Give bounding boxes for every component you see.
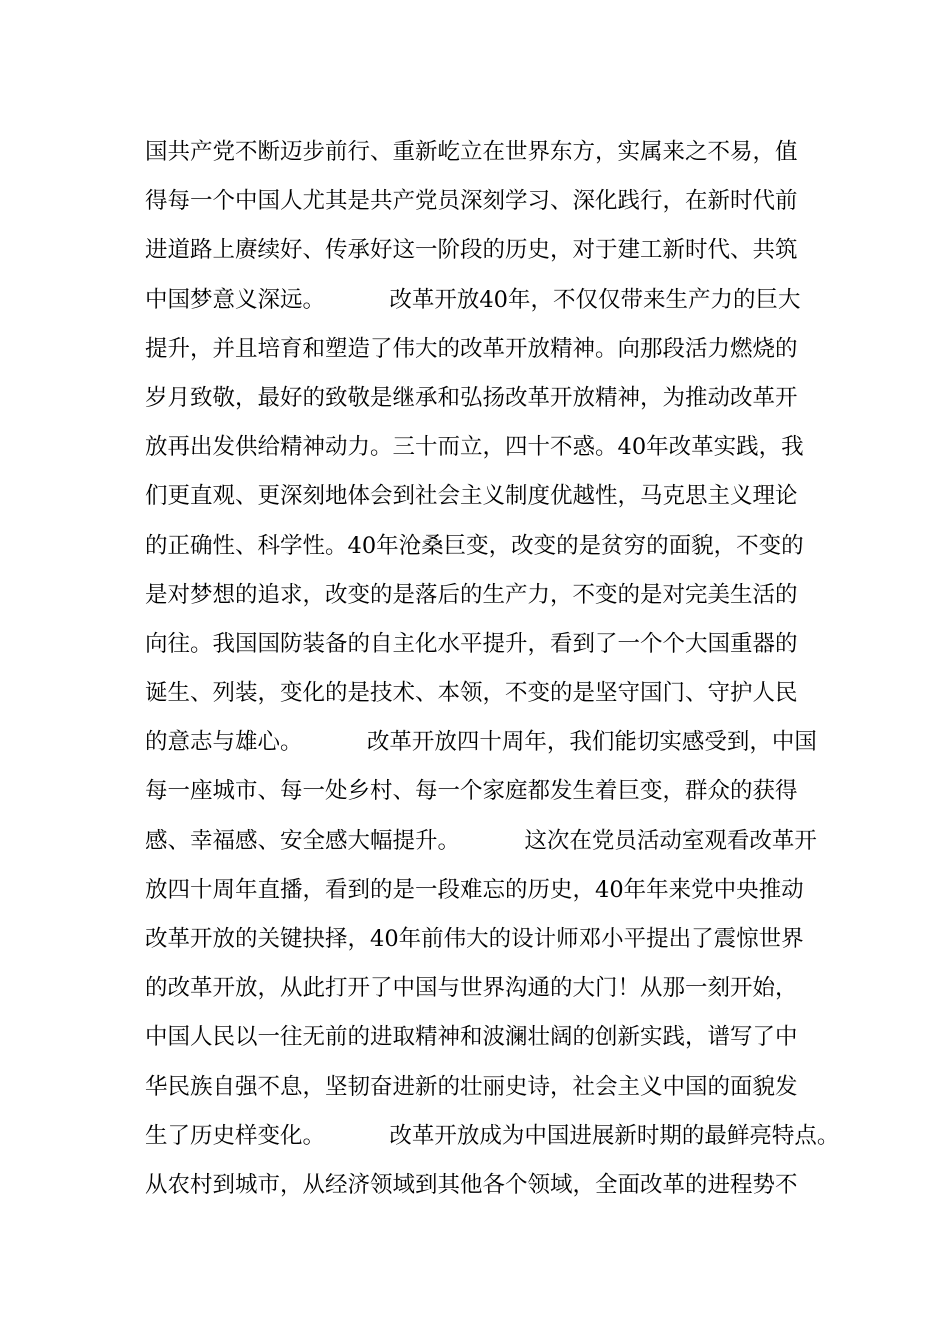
text-line: 放再出发供给精神动力。三十而立，四十不惑。40年改革实践，我 <box>145 434 804 461</box>
body-text <box>145 128 845 1210</box>
text-line: 每一座城市、每一处乡村、每一个家庭都发生着巨变，群众的获得 <box>145 778 798 805</box>
text-line: 岁月致敬，最好的致敬是继承和弘扬改革开放精神，为推动改革开 <box>145 384 798 411</box>
text-line: 从农村到城市，从经济领域到其他各个领域，全面改革的进程势不 <box>145 1171 798 1198</box>
text-line: 的意志与雄心。 改革开放四十周年，我们能切实感受到，中国 <box>145 729 817 756</box>
text-line: 的改革开放，从此打开了中国与世界沟通的大门！从那一刻开始， <box>145 975 798 1002</box>
text-line: 中国人民以一往无前的进取精神和波澜壮阔的创新实践，谱写了中 <box>145 1024 798 1051</box>
text-line: 提升，并且培育和塑造了伟大的改革开放精神。向那段活力燃烧的 <box>145 335 798 362</box>
text-line: 进道路上赓续好、传承好这一阶段的历史，对于建工新时代、共筑 <box>145 237 798 264</box>
text-line: 生了历史样变化。 改革开放成为中国进展新时期的最鲜亮特点。 <box>145 1122 840 1149</box>
text-line: 感、幸福感、安全感大幅提升。 这次在党员活动室观看改革开 <box>145 827 817 854</box>
text-line: 诞生、列装，变化的是技术、本领，不变的是坚守国门、守护人民 <box>145 680 798 707</box>
text-line: 是对梦想的追求，改变的是落后的生产力，不变的是对完美生活的 <box>145 581 798 608</box>
text-line: 放四十周年直播，看到的是一段难忘的历史，40年年来党中央推动 <box>145 876 804 903</box>
text-line: 们更直观、更深刻地体会到社会主义制度优越性，马克思主义理论 <box>145 483 798 510</box>
text-line: 改革开放的关键抉择，40年前伟大的设计师邓小平提出了震惊世界 <box>145 926 804 952</box>
text-line: 得每一个中国人尤其是共产党员深刻学习、深化践行，在新时代前 <box>145 188 798 215</box>
text-line: 向往。我国国防装备的自主化水平提升，看到了一个个大国重器的 <box>145 630 798 657</box>
text-line: 的正确性、科学性。40年沧桑巨变，改变的是贫穷的面貌，不变的 <box>145 532 804 559</box>
text-line: 华民族自强不息，坚韧奋进新的壮丽史诗，社会主义中国的面貌发 <box>145 1073 798 1100</box>
text-line: 国共产党不断迈步前行、重新屹立在世界东方，实属来之不易，值 <box>145 139 798 165</box>
text-line: 中国梦意义深远。 改革开放40年，不仅仅带来生产力的巨大 <box>145 286 801 313</box>
